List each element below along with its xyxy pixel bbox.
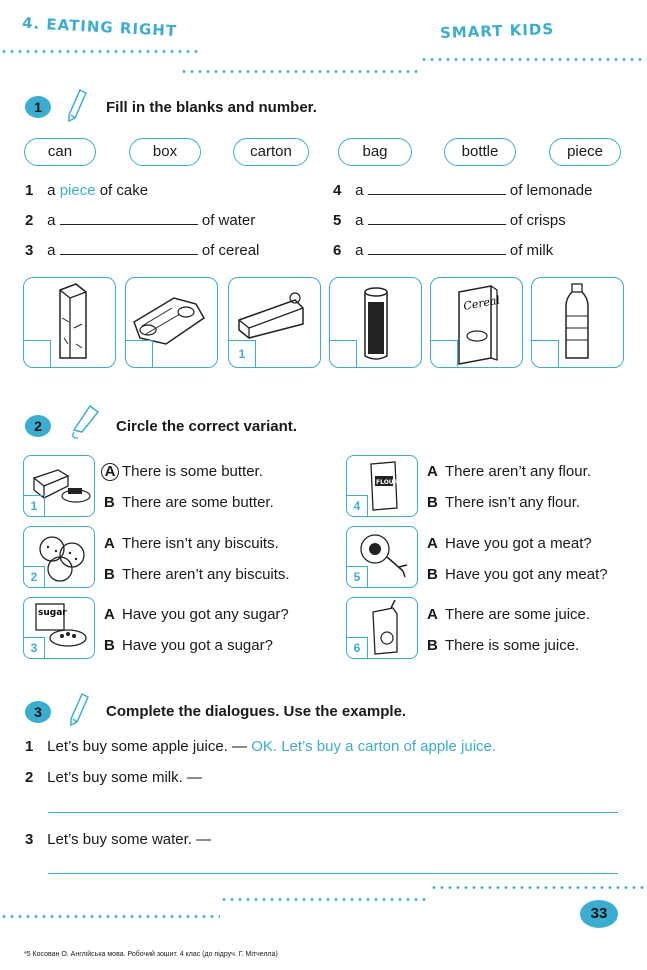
option-5b[interactable] <box>427 566 608 583</box>
article: a <box>355 182 364 199</box>
ex3-item-2 <box>25 769 202 786</box>
option-letter: A <box>104 606 115 623</box>
answer-box[interactable] <box>431 340 458 367</box>
card-juice <box>346 597 418 659</box>
item-number: 1 <box>25 182 34 199</box>
option-text: There isn’t any flour. <box>445 494 581 511</box>
article: a <box>47 242 56 259</box>
footer-citation: *5 Косован О. Англійська мова. Робочий зошит. 4 клас (до підруч. Г. Мітчелла) <box>24 951 278 958</box>
item-rest: of cake <box>99 182 149 199</box>
header-dots-wave <box>180 70 420 73</box>
option-letter: B <box>427 494 438 511</box>
word-can: can <box>24 138 96 166</box>
header-dots-left <box>0 50 200 53</box>
blank-field[interactable] <box>368 194 506 195</box>
item-rest: of cereal <box>201 242 260 259</box>
option-1a[interactable] <box>104 463 263 481</box>
option-letter: B <box>427 566 438 583</box>
footer-dots-wave <box>220 898 430 901</box>
blank-field[interactable] <box>368 224 506 225</box>
dialogue-prompt: Let’s buy some apple juice. — <box>47 738 248 755</box>
ex1-badge: 1 <box>25 96 51 118</box>
word-piece: piece <box>549 138 621 166</box>
picture-lemonade-can <box>329 277 422 368</box>
dialogue-answer: OK. Let’s buy a carton of apple juice. <box>251 738 497 755</box>
option-text: There are some juice. <box>445 606 591 623</box>
article: a <box>355 242 364 259</box>
ex1-item-4 <box>333 182 592 199</box>
answer-line-3[interactable] <box>48 873 618 874</box>
card-number: 2 <box>24 566 45 587</box>
unit-title: 4. EATING RIGHT <box>21 13 178 41</box>
item-rest: of crisps <box>509 212 566 229</box>
option-letter: A <box>104 535 115 552</box>
option-letter: A <box>427 606 438 623</box>
card-biscuits <box>23 526 95 588</box>
picture-cake-piece <box>228 277 321 368</box>
card-number: 1 <box>24 495 45 516</box>
option-text: There aren’t any biscuits. <box>122 566 290 583</box>
option-5a[interactable] <box>427 535 592 552</box>
article: a <box>47 212 56 229</box>
ex1-item-6 <box>333 242 553 259</box>
ex2-title: Circle the correct variant. <box>116 418 297 435</box>
option-text: There aren’t any flour. <box>445 463 591 480</box>
option-6b[interactable] <box>427 637 579 654</box>
item-rest: of milk <box>509 242 554 259</box>
ex1-item-3 <box>25 242 259 259</box>
ex1-item-1 <box>25 182 148 199</box>
option-letter: B <box>104 566 115 583</box>
ex3-badge: 3 <box>25 701 51 723</box>
option-1b[interactable] <box>104 494 274 511</box>
pencil-icon <box>68 402 108 442</box>
item-number: 2 <box>25 769 34 786</box>
option-text: There is some butter. <box>122 463 263 480</box>
answer-line-2[interactable] <box>48 812 618 813</box>
item-rest: of lemonade <box>509 182 593 199</box>
option-letter: B <box>104 637 115 654</box>
blank-field[interactable] <box>60 254 198 255</box>
option-2b[interactable] <box>104 566 290 583</box>
item-rest: of water <box>201 212 256 229</box>
option-6a[interactable] <box>427 606 590 623</box>
item-number: 1 <box>25 738 34 755</box>
item-number: 3 <box>25 831 34 848</box>
header-dots-right <box>420 58 647 61</box>
ex1-item-2 <box>25 212 255 229</box>
option-text: There isn’t any biscuits. <box>122 535 279 552</box>
pencil-icon <box>68 692 90 728</box>
item-number: 3 <box>25 242 34 259</box>
card-meat <box>346 526 418 588</box>
option-letter: B <box>427 637 438 654</box>
option-text: Have you got a sugar? <box>122 637 273 654</box>
word-bottle: bottle <box>444 138 516 166</box>
word-carton: carton <box>233 138 309 166</box>
picture-cereal-box <box>430 277 523 368</box>
answer-box[interactable]: 1 <box>229 340 256 367</box>
picture-milk-carton <box>23 277 116 368</box>
word-bag: bag <box>338 138 412 166</box>
pencil-icon <box>66 88 88 124</box>
card-sugar <box>23 597 95 659</box>
option-text: Have you got any sugar? <box>122 606 289 623</box>
option-4a[interactable] <box>427 463 591 480</box>
article: a <box>355 212 364 229</box>
sugar-label: sugar <box>38 608 67 618</box>
word-box: box <box>129 138 201 166</box>
flour-label: FLOUR <box>376 479 399 486</box>
cereal-label: Cereal <box>462 293 501 313</box>
option-letter: B <box>104 494 115 511</box>
circled-letter: A <box>101 463 119 481</box>
card-flour <box>346 455 418 517</box>
ex1-item-5 <box>333 212 566 229</box>
page-number: 33 <box>580 900 618 928</box>
item-number: 2 <box>25 212 34 229</box>
item-number: 5 <box>333 212 342 229</box>
answer-box[interactable] <box>24 340 51 367</box>
card-number: 5 <box>347 566 368 587</box>
item-number: 4 <box>333 182 342 199</box>
dialogue-prompt: Let’s buy some water. — <box>47 831 212 848</box>
option-letter: A <box>427 463 438 480</box>
card-number: 6 <box>347 637 368 658</box>
item-number: 6 <box>333 242 342 259</box>
option-text: Have you got a meat? <box>445 535 592 552</box>
ex1-title: Fill in the blanks and number. <box>106 99 317 116</box>
footer-dots-left <box>0 915 220 918</box>
option-3b[interactable] <box>104 637 273 654</box>
blank-field[interactable] <box>368 254 506 255</box>
footer-dots-right <box>430 886 647 889</box>
option-text: There are some butter. <box>122 494 274 511</box>
ex3-title: Complete the dialogues. Use the example. <box>106 703 407 720</box>
option-2a[interactable] <box>104 535 279 552</box>
card-number: 4 <box>347 495 368 516</box>
ex3-item-3 <box>25 831 211 848</box>
ex2-badge: 2 <box>25 415 51 437</box>
ex3-item-1 <box>25 738 496 755</box>
option-text: There is some juice. <box>445 637 580 654</box>
answer-box[interactable] <box>330 340 357 367</box>
answer-box[interactable] <box>126 340 153 367</box>
card-number: 3 <box>24 637 45 658</box>
picture-water-bottle <box>531 277 624 368</box>
answer-box[interactable] <box>532 340 559 367</box>
series-title: SMART KIDS <box>439 20 555 42</box>
option-text: Have you got any meat? <box>445 566 608 583</box>
filled-answer: piece <box>59 182 96 199</box>
picture-crisps-bag <box>125 277 218 368</box>
blank-field[interactable] <box>60 224 198 225</box>
option-letter: A <box>427 535 438 552</box>
dialogue-prompt: Let’s buy some milk. — <box>47 769 202 786</box>
article: a <box>47 182 56 199</box>
option-3a[interactable] <box>104 606 289 623</box>
card-butter <box>23 455 95 517</box>
option-4b[interactable] <box>427 494 580 511</box>
